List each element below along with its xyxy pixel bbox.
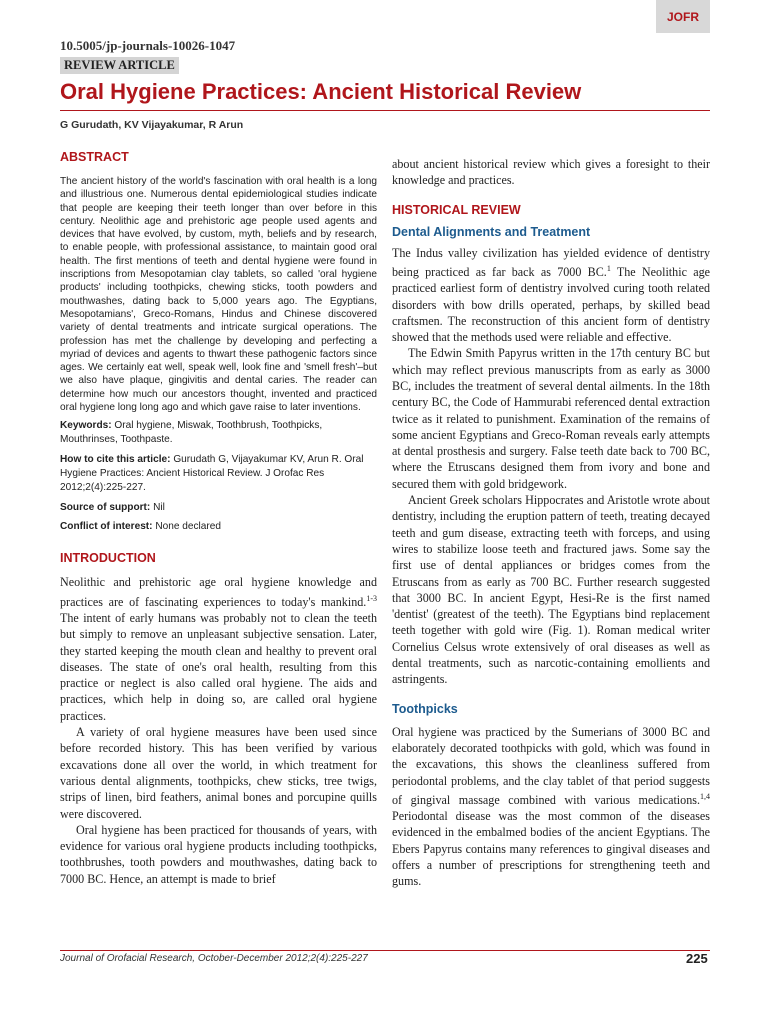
footer-divider bbox=[60, 950, 710, 951]
toothpicks-paragraph: Oral hygiene was practiced by the Sumerians of 3000 BC and elaborately decorated toothpicks with gold, which was found in the excavations, this shows the cleanliness suffered from periodontal problems, and the clay tablet of that period suggests of gingival massage combined with various medications.$^{1,4}$ Periodontal disease was the most common of the diseases evidenced in the embalmed bodies of the ancient Egyptians. The Ebers Papyrus contains many references to gingival diseases and offers a number of prescriptions for strengthening teeth and gums. bbox=[392, 724, 710, 889]
introduction-paragraph-3: Oral hygiene has been practiced for thousands of years, with evidence for various oral hygiene products including toothpicks, toothbrushes, tooth powders and mouthwashes, dating back to 7000 BC. Hence, an attempt is made to brief bbox=[60, 822, 377, 886]
keywords bbox=[60, 419, 377, 447]
dental-paragraph-1: The Indus valley civilization has yielded evidence of dentistry being practiced as far back as 7000 BC.$^1$ The Neolithic age practiced earliest form of dentistry involved curing tooth related disorders with bow drills operated, perhaps, by skilled bead craftsmen. The reconstruction of this ancient form of dentistry showed that the methods used were reliable and effective. bbox=[392, 245, 710, 345]
keywords-label: Keywords: bbox=[60, 420, 112, 432]
journal-badge: JOFR bbox=[656, 0, 710, 33]
doi: 10.5005/jp-journals-10026-1047 bbox=[60, 38, 236, 53]
introduction-continuation: about ancient historical review which gives a foresight to their knowledge and practices. bbox=[392, 157, 710, 188]
citation bbox=[60, 453, 377, 495]
introduction-paragraph-1: Neolithic and prehistoric age oral hygiene knowledge and practices are of fascinating experiences to today's mankind.$^{1-3}$ The intent of early humans was probably not to clean the teeth but simply to remove an unpleasant subjective sensation. Later, they started keeping the mouth clean and healthy to prevent oral diseases. The state of one's oral health, resulting from this practice or neglect is also called oral hygiene. The aids and practices, which help in doing so, are called oral hygiene practices. bbox=[60, 575, 377, 723]
conflict-label: Conflict of interest: bbox=[60, 521, 153, 533]
dental-paragraph-3: Ancient Greek scholars Hippocrates and Aristotle wrote about dentistry, including the eruption pattern of teeth, treating decayed teeth and gum disease, extracting teeth with forceps, and using wires to stabilize loose teeth and fractured jaws. Some say the first use of dental appliances or bridges comes from the Etruscans from as early as 700 BC. Further research suggested that 3000 BC. In ancient Egypt, Hesi-Re is the first named 'dentist' (greatest of the teeth). The Egyptians bind replacement teeth together with gold wire (Fig. 1). Roman medical writer Cornelius Celsus wrote extensively of oral diseases as well as dental treatments, such as narcotic-containing emollients and astringents. bbox=[392, 493, 710, 687]
source-of-support bbox=[60, 501, 377, 515]
reference-sup: 1,4 bbox=[700, 791, 710, 801]
keywords-value: Oral hygiene, Miswak, Toothbrush, Toothpicks, Mouthrinses, Toothpaste. bbox=[60, 420, 323, 446]
article-title: Oral Hygiene Practices: Ancient Historical Review bbox=[60, 79, 582, 104]
footer-journal-line: Journal of Orofacial Research, October-December 2012;2(4):225-227 bbox=[60, 953, 368, 964]
dental-alignments-heading: Dental Alignments and Treatment bbox=[392, 224, 591, 239]
introduction-heading: INTRODUCTION bbox=[60, 551, 156, 566]
page-number: 225 bbox=[686, 951, 708, 966]
historical-review-heading: HISTORICAL REVIEW bbox=[392, 202, 521, 217]
conflict-value: None declared bbox=[155, 521, 221, 533]
toothpicks-heading: Toothpicks bbox=[392, 701, 458, 716]
right-column bbox=[392, 156, 710, 890]
dental-paragraph-2: The Edwin Smith Papyrus written in the 17th century BC but which may reflect previous manuscripts from as early as 3000 BC, includes the treatment of several dental ailments. In the 18th century BC, the Code of Hammurabi referenced dental extraction twice as it related to punishment. Examination of the remains of some ancient Egyptians and Greco-Roman reveals early attempts at dental prosthesis and surgery. False teeth date back to 700 BC, where the Etruscans designed them from ivory and bone and secured them with gold bridgework. bbox=[392, 346, 710, 491]
abstract-text: The ancient history of the world's fascination with oral health is a long and illustrious one. Numerous dental epidemiological studies indicate that people are keeping their teeth longer than over before in this century. Neolithic age and prehistoric age people used agents and devices that have evolved, by custom, myth, beliefs and by research, to enable people, with professional assistance, to maintain good oral health. The first mentions of teeth and dental hygiene were found in inscriptions from Mesopotamian clay tablets, so called 'oral hygiene products' including toothpicks, chewing sticks, tooth powders and mouthwashes, dating back to 5,000 years ago. The Egyptians, Mesopotamians', Greco-Romans, Hindus and Chinese discovered variety of dental treatments and intricate surgical operations. The profession has met the challenge by developing and perfecting a myriad of devices and agents to thwart these pathogenic factors since ages. We certainly eat well, speak well, look fine and 'smell fresh'–but we also have plaque, gingivitis and dental caries. The reader can determine how much our ancestors thought, invented and practiced oral hygiene long long ago and which gave raise to later inventions. bbox=[60, 176, 377, 414]
citation-value: Gurudath G, Vijayakumar KV, Arun R. Oral Hygiene Practices: Ancient Historical Review. J Orofac Res 2012;2(4):225-227. bbox=[60, 454, 364, 494]
support-label: Source of support: bbox=[60, 502, 151, 514]
introduction-paragraph-2: A variety of oral hygiene measures have been used since before recorded history. This has been verified by various excavations done all over the world, in which treatment for various dental alignments, toothpicks, chew sticks, tree twigs, strips of linen, bird feathers, animal bones and porcupine quills were discovered. bbox=[60, 725, 377, 821]
title-divider bbox=[60, 110, 710, 111]
article-type-badge: REVIEW ARTICLE bbox=[60, 57, 179, 74]
left-column bbox=[60, 150, 377, 887]
support-value: Nil bbox=[153, 502, 165, 514]
reference-sup: 1-3 bbox=[366, 593, 377, 603]
conflict-of-interest bbox=[60, 520, 377, 534]
reference-sup: 1 bbox=[606, 263, 611, 273]
abstract-heading: ABSTRACT bbox=[60, 150, 129, 164]
authors: G Gurudath, KV Vijayakumar, R Arun bbox=[60, 119, 244, 131]
citation-label: How to cite this article: bbox=[60, 454, 171, 466]
